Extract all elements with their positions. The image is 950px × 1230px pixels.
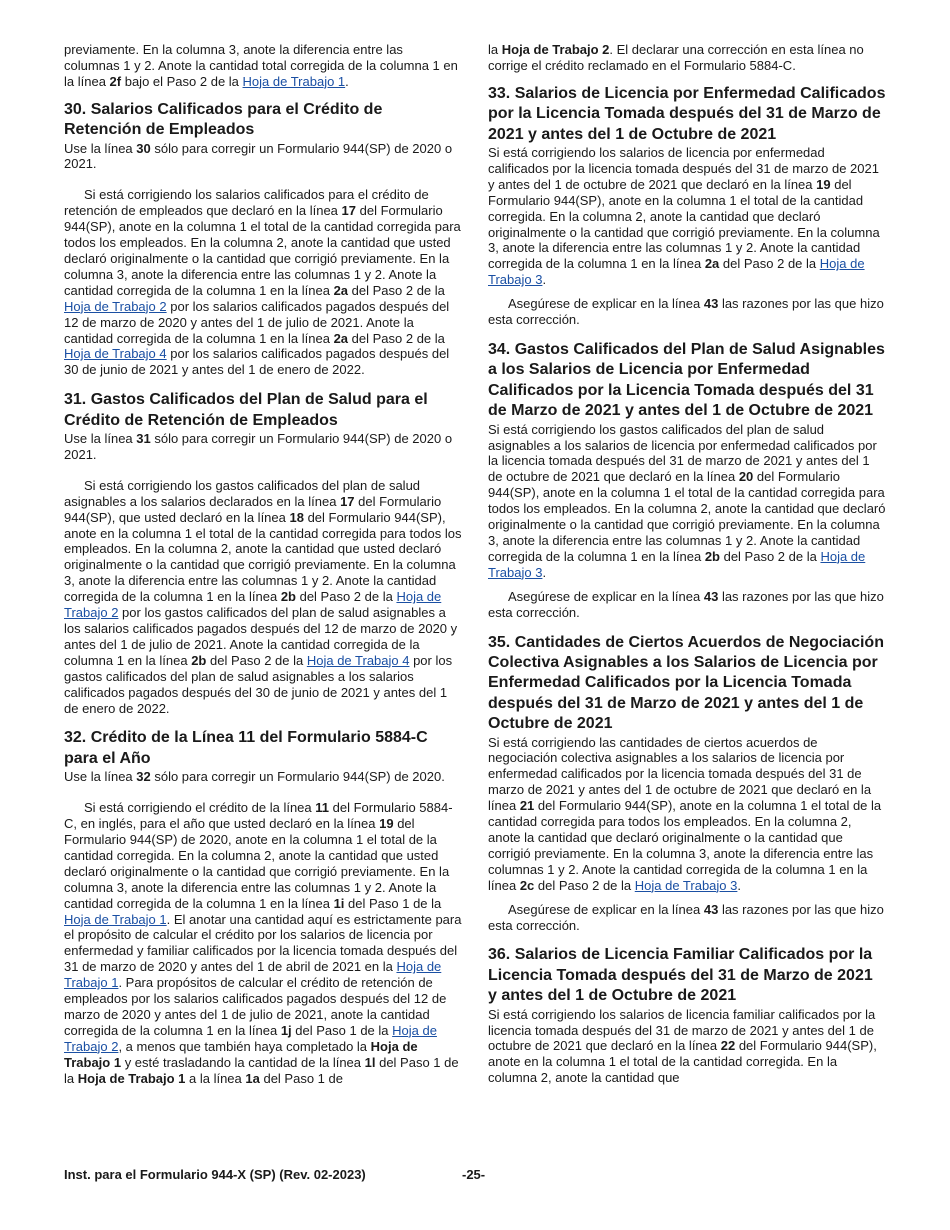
section-34	[488, 340, 886, 621]
worksheet-2-link[interactable]: Hoja de Trabajo 2	[64, 1022, 437, 1054]
section-33	[488, 84, 886, 328]
section-32-title: 32. Crédito de la Línea 11 del Formulario 5884-C para el Año	[64, 729, 428, 767]
section-35-title: 35. Cantidades de Ciertos Acuerdos de Negociación Colectiva Asignables a los Salarios de Licencia por Enfermedad Calificados por la Licencia Tomada después del 31 de Marzo de 2021 y antes del 1 de Octubre de 2021	[488, 633, 884, 733]
section-36-title: 36. Salarios de Licencia Familiar Calificados por la Licencia Tomada después del 31 de Marzo de 2021 y antes del 1 de Octubre de 2021	[488, 946, 873, 1005]
section-30-title: 30. Salarios Calificados para el Crédito de Retención de Empleados	[64, 100, 383, 139]
left-column	[64, 42, 462, 1086]
section-33-p2: Asegúrese de explicar en la línea 43 las razones por las que hizo esta corrección.	[488, 296, 884, 328]
section-36-p1: Si está corrigiendo los salarios de licencia familiar calificados por la licencia tomada después del 31 de marzo de 2021 y antes del 1 de octubre de 2021 que declaró en la línea 22 del Formulario 944(SP), anote en la columna 1 el total de la cantidad corregida. En la columna 2, anote la cantidad que	[488, 1006, 877, 1086]
section-32-p2: Si está corrigiendo el crédito de la línea 11 del Formulario 5884-C, en inglés, para el año que usted declaró en la línea 19 del Formulario 944(SP) de 2020, anote en la columna 1 el total de la cantidad corregida. En la columna 2, anote la cantidad que usted declaró originalmente o la cantidad que corrigió previamente. En la columna 3, anote la diferencia entre las columnas 1 y 2. Anote la cantidad corregida de la columna 1 en la línea 1i del Paso 1 de la Hoja de Trabajo 1. El anotar una cantidad aquí es estrictamente para el propósito de calcular el crédito por los salarios de licencia por enfermedad y familiar calificados por la licencia tomada después del 31 de marzo de 2020 y antes del 1 de abril de 2021 en la Hoja de Trabajo 1. Para propósitos de calcular el crédito de retención de empleados por los salarios calificados pagados después del 12 de marzo de 2020 y antes del 1 de julio de 2021, anote la cantidad corregida de la columna 1 en la línea 1j del Paso 1 de la Hoja de Trabajo 2, a menos que también haya completado la Hoja de Trabajo 1 y esté trasladando la cantidad de la línea 1l del Paso 1 de la Hoja de Trabajo 1 a la línea 1a del Paso 1 de	[64, 800, 462, 1086]
worksheet-1-link[interactable]: Hoja de Trabajo 1	[64, 911, 167, 927]
worksheet-1-link[interactable]: Hoja de Trabajo 1	[64, 959, 442, 991]
section-31	[64, 390, 462, 716]
section-35-p1: Si está corrigiendo las cantidades de ciertos acuerdos de negociación colectiva asignables a los salarios de licencia por enfermedad calificados por la licencia tomada después del 31 de marzo de 2021 y antes del 1 de octubre de 2021 que declaró en la línea 21 del Formulario 944(SP), anote en la columna 1 el total de la cantidad corregida para todos los empleados. En la columna 2, anote la cantidad que declaró originalmente o la cantidad que corrigió previamente. En la columna 3, anote la diferencia entre las columnas 1 y 2. Anote la cantidad corregida de la columna 1 en la línea 2c del Paso 2 de la Hoja de Trabajo 3.	[488, 734, 882, 893]
section-31-title: 31. Gastos Calificados del Plan de Salud para el Crédito de Retención de Empleados	[64, 391, 428, 429]
right-column	[488, 42, 886, 1086]
section-34-p1: Si está corrigiendo los gastos calificados del plan de salud asignables a los salarios de licencia por enfermedad calificados por la licencia tomada después del 31 de marzo de 2021 y antes del 1 de octubre de 2021 que declaró en la línea 20 del Formulario 944(SP), anote en la columna 1 el total de la cantidad corregida para todos los empleados. En la columna 2, anote la cantidad que declaró originalmente o la cantidad que corrigió previamente. En la columna 3, anote la diferencia entre las columnas 1 y 2. Anote la cantidad corregida de la columna 1 en la línea 2b del Paso 2 de la Hoja de Trabajo 3.	[488, 421, 886, 580]
worksheet-1-link[interactable]: Hoja de Trabajo 1	[242, 73, 346, 89]
section-33-p1: Si está corrigiendo los salarios de licencia por enfermedad calificados por la licencia tomada después del 31 de marzo de 2021 y antes del 1 de octubre de 2021 que declaró en la línea 19 del Formulario 944(SP), anote en la columna 1 el total de la cantidad corregida. En la columna 2, anote la cantidad que declaró originalmente o la cantidad que corrigió previamente. En la columna 3, anote la diferencia entre las columnas 1 y 2. Anote la cantidad corregida de la columna 1 en la línea 2a del Paso 2 de la Hoja de Trabajo 3.	[488, 145, 880, 288]
worksheet-2-link[interactable]: Hoja de Trabajo 2	[64, 589, 442, 621]
section-35	[488, 633, 886, 934]
continuation-paragraph: la Hoja de Trabajo 2. El declarar una corrección en esta línea no corrige el crédito reclamado en el Formulario 5884-C.	[488, 42, 864, 73]
section-33-title: 33. Salarios de Licencia por Enfermedad Calificados por la Licencia Tomada después del 31 de Marzo de 2021 y antes del 1 de Octubre de 2021	[488, 84, 886, 143]
section-34-title: 34. Gastos Calificados del Plan de Salud Asignables a los Salarios de Licencia por Enfermedad Calificados por la Licencia Tomada después del 31 de Marzo de 2021 y antes del 1 de Octubre de 2021	[488, 341, 885, 420]
page-number: -25-	[462, 1167, 486, 1182]
section-30	[64, 100, 462, 379]
footer-title: Inst. para el Formulario 944-X (SP) (Rev. 02-2023)	[64, 1167, 366, 1182]
section-30-p2: Si está corrigiendo los salarios calificados para el crédito de retención de empleados que declaró en la línea 17 del Formulario 944(SP), anote en la columna 1 el total de la cantidad corregida para todos los empleados. En la columna 2, anote la cantidad que usted declaró originalmente o la cantidad que corrigió previamente. En la columna 3, anote la diferencia entre las columnas 1 y 2. Anote la cantidad corregida de la columna 1 en la línea 2a del Paso 2 de la Hoja de Trabajo 2 por los salarios calificados pagados después del 12 de marzo de 2020 y antes del 1 de julio de 2021. Anote la cantidad corregida de la columna 1 en la línea 2a del Paso 2 de la Hoja de Trabajo 4 por los salarios calificados pagados después del 30 de junio de 2021 y antes del 1 de enero de 2022.	[64, 187, 461, 378]
section-30-p1: Use la línea 30 sólo para corregir un Formulario 944(SP) de 2020 o 2021.	[64, 140, 453, 172]
worksheet-3-link[interactable]: Hoja de Trabajo 3	[488, 256, 865, 288]
worksheet-3-link[interactable]: Hoja de Trabajo 3	[634, 877, 738, 893]
intro-paragraph: previamente. En la columna 3, anote la diferencia entre las columnas 1 y 2. Anote la cantidad total corregida de la columna 1 en la línea 2f bajo el Paso 2 de la Hoja de Trabajo 1.	[64, 42, 458, 89]
section-31-p2: Si está corrigiendo los gastos calificados del plan de salud asignables a los salarios declarados en la línea 17 del Formulario 944(SP), que usted declaró en la línea 18 del Formulario 944(SP), anote en la columna 1 el total de la cantidad corregida para todos los empleados. En la columna 2, anote la cantidad que usted declaró originalmente o la cantidad que corrigió previamente. En la columna 3, anote la diferencia entre las columnas 1 y 2. Anote la cantidad corregida de la columna 1 en la línea 2b del Paso 2 de la Hoja de Trabajo 2 por los gastos calificados del plan de salud asignables a los salarios calificados pagados después del 12 de marzo de 2020 y antes del 1 de julio de 2021. Anote la cantidad corregida de la columna 1 en la línea 2b del Paso 2 de la Hoja de Trabajo 4 por los gastos calificados del plan de salud asignables a los salarios calificados pagados después del 30 de junio de 2021 y antes del 1 de enero de 2022.	[64, 477, 462, 716]
section-32-p1: Use la línea 32 sólo para corregir un Formulario 944(SP) de 2020.	[64, 769, 445, 785]
section-31-p1: Use la línea 31 sólo para corregir un Formulario 944(SP) de 2020 o 2021.	[64, 431, 453, 462]
worksheet-2-link[interactable]: Hoja de Trabajo 2	[64, 298, 167, 314]
worksheet-4-link[interactable]: Hoja de Trabajo 4	[306, 652, 410, 668]
section-34-p2: Asegúrese de explicar en la línea 43 las razones por las que hizo esta corrección.	[488, 588, 884, 620]
worksheet-4-link[interactable]: Hoja de Trabajo 4	[64, 346, 167, 362]
section-32	[64, 728, 462, 1086]
section-35-p2: Asegúrese de explicar en la línea 43 las razones por las que hizo esta corrección.	[488, 901, 884, 933]
section-36	[488, 945, 886, 1086]
worksheet-3-link[interactable]: Hoja de Trabajo 3	[488, 548, 866, 580]
